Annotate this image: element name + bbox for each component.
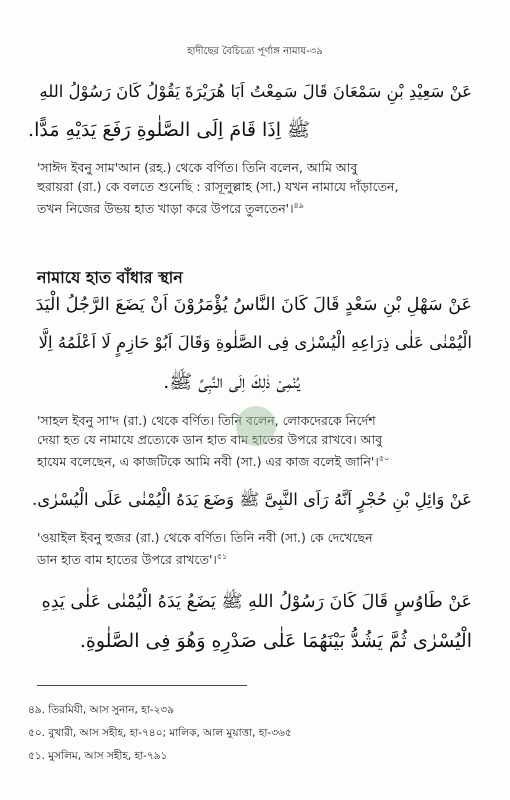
translation-line: 'সাহল ইবনু সা'দ (রা.) থেকে বর্ণিত। তিনি বলেন, লোকদেরকে নির্দেশ xyxy=(37,413,376,428)
footnote-ref: ৫১ xyxy=(216,552,228,561)
arabic-text-line: عَنْ سَهْلِ بْنِ سَعْدٍ قَالَ كَانَ النَّاسُ يُؤْمَرُوْنَ اَنْ يَضَعَ الرَّجُلُ الْيَدَ xyxy=(35,295,472,315)
translation-line: দেয়া হত যে নামাযে প্রত্যেকে ডান হাত বাম হাতের উপরে রাখবে। আবু xyxy=(37,432,383,447)
touch-indicator xyxy=(236,406,276,446)
running-header: হাদীছের বৈচিত্র্যে পূর্ণাঙ্গ নামায-৩৯ xyxy=(187,46,323,57)
translation-line: হাযেম বলেছেন, এ কাজটিকে আমি নবী (সা.) এর কাজ বলেই জানি'।$^{৫০}$ xyxy=(37,454,390,470)
section-heading: নামাযে হাত বাঁধার স্থান xyxy=(37,268,183,287)
bengali-translation xyxy=(37,528,373,569)
arabic-text-line: ﷺ اِذَا قَامَ اِلَى الصَّلٰوةِ رَفَعَ يَدَيْهِ مَدًّا. xyxy=(28,119,310,141)
translation-line: হুরায়রা (রা.) কে বলতে শুনেছি : রাসূলুল্লাহ (সা.) যখন নামাযে দাঁড়াতেন, xyxy=(37,179,399,194)
footnote-ref: ৪৯ xyxy=(293,201,304,210)
arabic-text-line: يُنْمِىْ ذٰلِكَ اِلَى النَّبِىِّ ﷺ. xyxy=(163,371,300,393)
translation-line: 'ওয়াইল ইবনু হুজর (রা.) থেকে বর্ণিত। তিনি নবী (সা.) কে দেখেছেন xyxy=(37,530,373,545)
translation-line: তখন নিজের উভয় হাত খাড়া করে উপরে তুলতেন'।$^{৪৯}$ xyxy=(37,201,304,217)
footnote-ref: ৫০ xyxy=(378,454,390,463)
footnote: ৫০. বুখারী, আস সহীহ, হা-৭৪০; মালিক, আল মুয়াত্তা, হা-৩৬৫ xyxy=(28,727,292,739)
translation-line: ডান হাত বাম হাতের উপরে রাখতে'।$^{৫১}$ xyxy=(37,552,228,568)
arabic-text-line: الْيُسْرٰى ثُمَّ يَشُدُّ بَيْنَهُمَا عَلٰى صَدْرِهِ وَهُوَ فِى الصَّلٰوةِ. xyxy=(79,630,472,652)
arabic-text-line: الْيُمْنٰى عَلٰى ذِرَاعِهِ الْيُسْرٰى فِى الصَّلٰوةِ وَقَالَ اَبُوْ حَازِمٍ لَا اَعْلَمُهُ اِلَّا xyxy=(38,333,472,352)
arabic-text-line: عَنْ طَاوُسٍ قَالَ كَانَ رَسُوْلُ اللهِ ﷺ يَضَعُ يَدَهُ الْيُمْنٰى عَلٰى يَدِهِ xyxy=(41,592,472,612)
arabic-text-line: عَنْ وَائِلِ بْنِ حُجْرٍ اَنَّهُ رَاَى النَّبِىَّ ﷺ وَضَعَ يَدَهُ الْيُمْنٰى عَلَى الْيُسْرٰى. xyxy=(32,490,472,509)
footnote-divider xyxy=(37,685,247,686)
footnote: ৫১. মুসলিম, আস সহীহ, হা-৭৯১ xyxy=(28,750,168,762)
arabic-text-line: عَنْ سَعِيْدِ بْنِ سَمْعَانَ قَالَ سَمِعْتُ اَبَا هُرَيْرَةَ يَقُوْلُ كَانَ رَسُوْلُ اللهِ xyxy=(39,82,472,101)
footnote: ৪৯. তিরমিযী, আস সুনান, হা-২৩৯ xyxy=(28,704,175,716)
translation-line: 'সাঈদ ইবনু সাম'আন (রহ.) থেকে বর্ণিত। তিনি বলেন, আমি আবু xyxy=(37,160,358,175)
bengali-translation xyxy=(37,411,389,471)
bengali-translation xyxy=(37,158,399,218)
